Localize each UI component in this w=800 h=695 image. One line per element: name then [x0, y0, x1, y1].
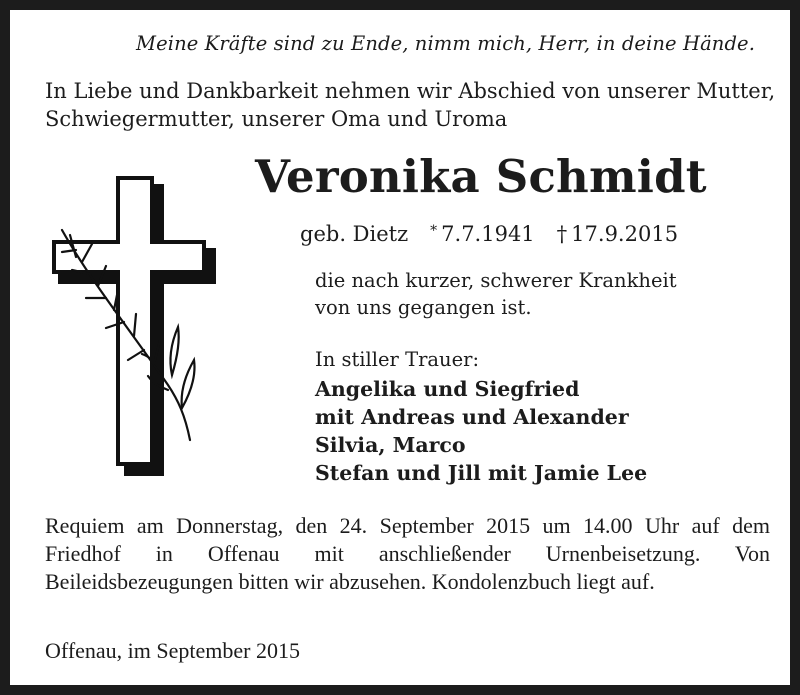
service-details: Requiem am Donnerstag, den 24. September 2015 um 14.00 Uhr auf dem Friedhof in Offenau mit anschließender Urnenbeisetzung. Von Beileidsbezeugungen bitten wir abzusehen. Kondolenzbuch liegt auf.: [45, 513, 770, 594]
death-cross-icon: †: [556, 222, 568, 246]
mourner-line: Angelika und Siegfried: [315, 377, 580, 401]
maiden-name: geb. Dietz: [300, 222, 409, 246]
cross-with-palm-branch-icon: [40, 170, 220, 480]
passing-text: [315, 267, 677, 321]
mourner-line: Stefan und Jill mit Jamie Lee: [315, 461, 648, 485]
death-date: 17.9.2015: [571, 222, 679, 246]
intro-line: In Liebe und Dankbarkeit nehmen wir Abschied von unserer Mutter,: [45, 79, 776, 103]
passing-line: von uns gegangen ist.: [315, 296, 532, 319]
place-and-date: Offenau, im September 2015: [45, 638, 300, 663]
intro-line: Schwiegermutter, unserer Oma und Uroma: [45, 107, 508, 131]
mourner-line: mit Andreas und Alexander: [315, 405, 629, 429]
motto-quote: Meine Kräfte sind zu Ende, nimm mich, Herr, in deine Hände.: [136, 32, 755, 55]
birth-star-icon: *: [430, 223, 438, 239]
mourners-list: [315, 375, 647, 487]
birth-date: 7.7.1941: [441, 222, 535, 246]
mourner-line: Silvia, Marco: [315, 433, 466, 457]
obituary-notice: [10, 10, 790, 685]
deceased-name: Veronika Schmidt: [255, 150, 707, 203]
intro-text: [45, 77, 775, 133]
passing-line: die nach kurzer, schwerer Krankheit: [315, 269, 677, 292]
mourning-label: In stiller Trauer:: [315, 348, 480, 371]
life-dates: [300, 222, 678, 246]
